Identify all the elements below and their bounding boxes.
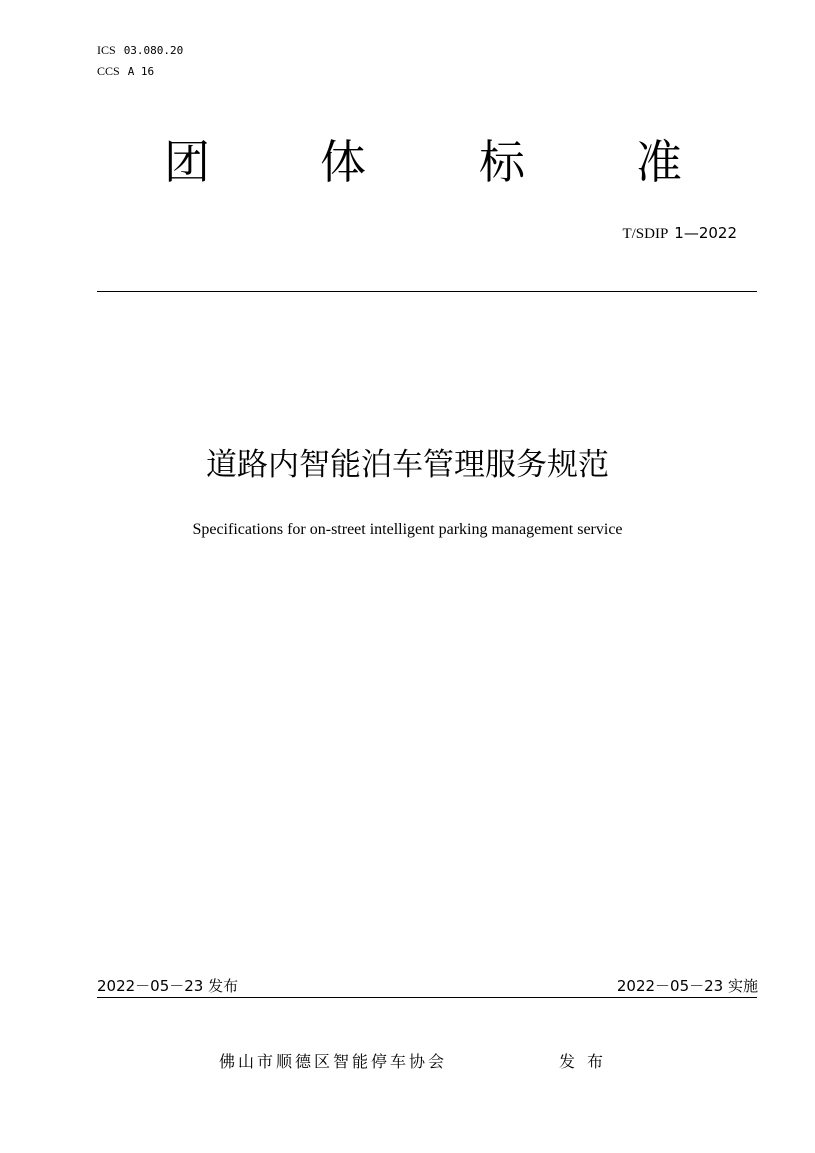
- standard-code-prefix: T/SDIP: [622, 226, 669, 242]
- standard-type-char-1: 团: [164, 135, 210, 189]
- implement-date: 2022－05－23 实施: [616, 977, 758, 995]
- document-title-chinese: 道路内智能泊车管理服务规范: [206, 447, 609, 483]
- ccs-value: A 16: [127, 65, 155, 78]
- issuer-name: 佛山市顺德区智能停车协会: [219, 1052, 448, 1071]
- standard-code-number: 1—2022: [674, 224, 737, 242]
- standard-type-char-3: 标: [479, 135, 525, 189]
- ccs-label: CCS: [97, 64, 120, 78]
- issuer-action: 发布: [559, 1052, 616, 1071]
- standard-type-char-4: 准: [636, 135, 682, 189]
- header-divider: [97, 291, 757, 292]
- ccs-line: [97, 63, 154, 80]
- ics-value: 03.080.20: [123, 44, 184, 57]
- publish-date: 2022－05－23 发布: [97, 977, 239, 995]
- ics-line: [97, 42, 183, 59]
- ics-label: ICS: [97, 43, 116, 57]
- footer-divider: [97, 997, 757, 998]
- document-title-english: Specifications for on-street intelligent parking management service: [192, 521, 623, 538]
- standard-type-char-2: 体: [320, 135, 366, 189]
- standard-code: [622, 223, 737, 244]
